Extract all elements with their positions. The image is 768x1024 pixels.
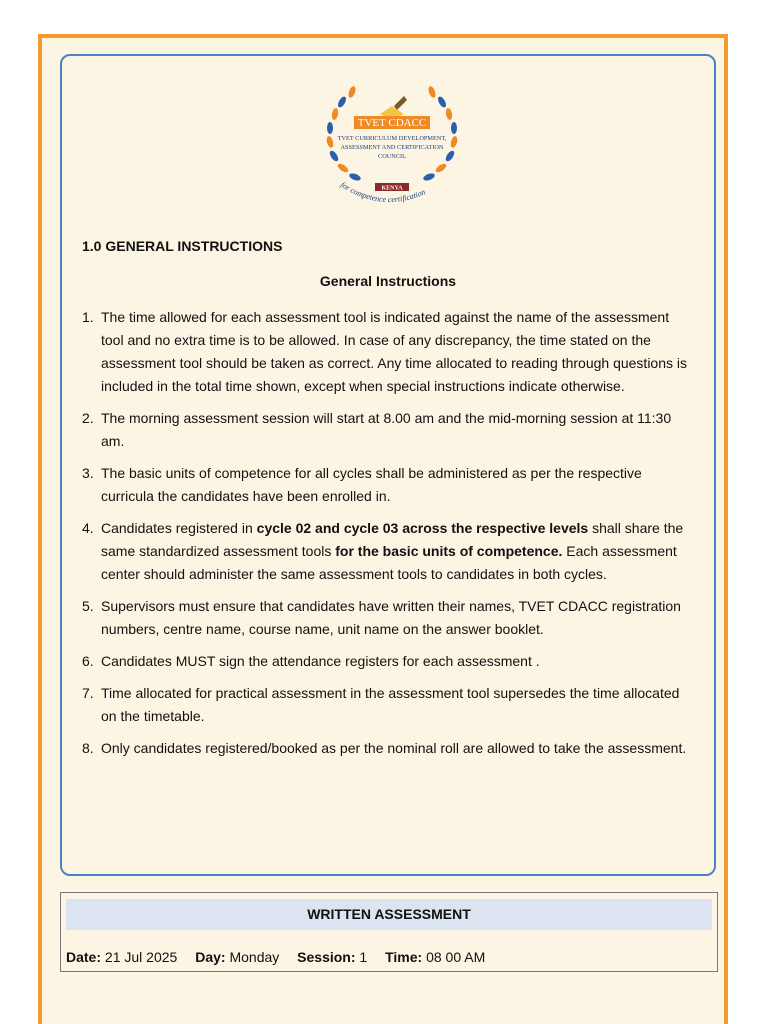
logo-motto: for competence certification — [338, 180, 427, 205]
instruction-text — [101, 407, 694, 453]
time-label: Time: — [385, 949, 423, 965]
instruction-text-part: Only candidates registered/booked as per the nominal roll are allowed to take the assessment. — [101, 740, 687, 756]
instruction-number: 4. — [82, 520, 94, 536]
session-value: 1 — [359, 949, 368, 965]
instruction-item — [82, 737, 694, 760]
instructions-card — [60, 54, 716, 876]
instruction-text — [101, 306, 694, 398]
general-instructions-subheading: General Instructions — [319, 273, 457, 289]
laurel-right — [422, 85, 458, 182]
instruction-item — [82, 595, 694, 641]
date-value: 21 Jul 2025 — [104, 949, 178, 965]
instruction-item — [82, 407, 694, 453]
logo-line3: COUNCIL — [378, 153, 406, 160]
page-frame — [38, 34, 728, 1024]
logo-name: TVET CDACC — [357, 117, 427, 129]
instruction-number: 2. — [82, 410, 94, 426]
instruction-text-part: Each assessment center should administer the same assessment tools to candidates in both cycles. — [101, 543, 677, 582]
tvet-cdacc-logo — [312, 70, 472, 220]
day-value: Monday — [229, 949, 280, 965]
instructions-list — [82, 306, 694, 769]
section-heading: 1.0 GENERAL INSTRUCTIONS — [82, 238, 283, 254]
instruction-text-part: Time allocated for practical assessment in the assessment tool supersedes the time allocated on the timetable. — [101, 685, 680, 724]
assessment-meta-row — [66, 949, 485, 965]
day-label: Day: — [195, 949, 226, 965]
instruction-item — [82, 517, 694, 586]
instruction-item — [82, 682, 694, 728]
session-label: Session: — [297, 949, 356, 965]
written-assessment-title: WRITTEN ASSESSMENT — [66, 899, 712, 930]
written-assessment-box — [60, 892, 718, 972]
logo-line1: TVET CURRICULUM DEVELOPMENT, — [337, 135, 447, 142]
instruction-bold-text: cycle 02 and cycle 03 across the respective levels — [256, 520, 589, 536]
instruction-text-part: The morning assessment session will start at 8.00 am and the mid-morning session at 11:30 am. — [101, 410, 672, 449]
instruction-item — [82, 650, 694, 673]
instruction-number: 1. — [82, 309, 94, 325]
instruction-text-part: Candidates registered in — [101, 520, 257, 536]
instruction-number: 3. — [82, 465, 94, 481]
instruction-text-part: The basic units of competence for all cycles shall be administered as per the respective curricula the candidates have been enrolled in. — [101, 465, 642, 504]
logo-country: KENYA — [381, 185, 403, 192]
instruction-text — [101, 737, 694, 760]
laurel-left — [326, 85, 362, 182]
instruction-text — [101, 650, 694, 673]
logo-line2: ASSESSMENT AND CERTIFICATION — [340, 144, 444, 151]
instruction-text — [101, 595, 694, 641]
instruction-text — [101, 682, 694, 728]
instruction-number: 7. — [82, 685, 94, 701]
instruction-text — [101, 462, 694, 508]
instruction-text-part: The time allowed for each assessment tool is indicated against the name of the assessment tool and no extra time is to be allowed. In case of any discrepancy, the time stated on the assessment tool should be taken as correct. Any time allocated to reading through questions is included in the total time shown, except when special instructions indicate otherwise. — [101, 309, 688, 394]
instruction-text-part: Candidates MUST sign the attendance registers for each assessment . — [101, 653, 540, 669]
instruction-number: 8. — [82, 740, 94, 756]
instruction-item — [82, 462, 694, 508]
instruction-text — [101, 517, 694, 586]
instruction-item — [82, 306, 694, 398]
instruction-number: 5. — [82, 598, 94, 614]
time-value: 08 00 AM — [426, 949, 486, 965]
instruction-bold-text: for the basic units of competence. — [335, 543, 563, 559]
instruction-text-part: Supervisors must ensure that candidates have written their names, TVET CDACC registration numbers, centre name, course name, unit name on the answer booklet. — [101, 598, 681, 637]
instruction-text-part: shall share the same standardized assessment tools — [101, 520, 684, 559]
date-label: Date: — [66, 949, 102, 965]
instruction-number: 6. — [82, 653, 94, 669]
